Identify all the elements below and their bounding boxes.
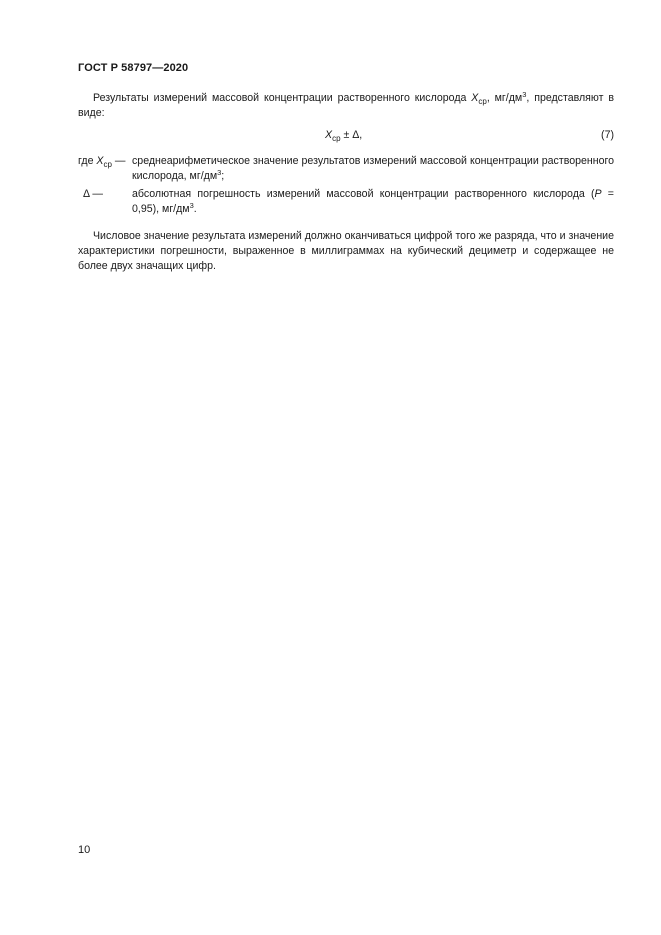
definition-item (78, 187, 614, 217)
formula-line (78, 128, 614, 144)
definition-desc-superscript: 3 (217, 168, 222, 177)
paragraph-results (78, 91, 614, 121)
definition-desc-mid: = 0,95), мг/дм (132, 188, 614, 215)
definition-prefix: где (78, 155, 97, 167)
definition-desc-variable: P (594, 188, 602, 200)
definition-desc-text: среднеарифметическое значение результатов измерений массовой концентрации растворенного кислорода, мг/дм (132, 155, 614, 182)
formula-variable-subscript: ср (332, 134, 341, 143)
definition-description (132, 154, 614, 184)
definition-description (132, 187, 614, 217)
formula-variable: X (325, 129, 333, 141)
formula-expression (325, 128, 362, 143)
formula-number: (7) (601, 129, 614, 141)
para1-unit-superscript: 3 (522, 90, 527, 99)
document-header: ГОСТ Р 58797—2020 (78, 62, 189, 74)
page-number: 10 (78, 844, 91, 856)
definition-item (78, 154, 614, 184)
definition-term: Δ — (83, 188, 104, 200)
definition-desc-end: ; (221, 170, 225, 182)
definition-term (78, 154, 125, 169)
definition-variable: X (96, 155, 104, 167)
formula-tail: ± Δ, (340, 129, 363, 141)
para1-text-after: , представляют в виде: (78, 92, 614, 119)
definition-desc-text: абсолютная погрешность измерений массовой концентрации растворенного кислорода ( (132, 188, 595, 200)
definitions-list (78, 154, 614, 220)
definition-desc-superscript: 3 (189, 201, 194, 210)
definition-desc-end: . (193, 203, 197, 215)
paragraph-rounding-rule: Числовое значение результата измерений должно оканчиваться цифрой того же разряда, что и значение характеристики погрешности, выраженное в миллиграммах на кубический дециметр и содержащее не более двух значащих цифр. (78, 230, 614, 272)
definition-dash: — (111, 155, 126, 167)
para1-unit-text: , мг/дм (486, 92, 523, 104)
definition-variable-subscript: ср (103, 160, 112, 169)
para1-variable: X (471, 92, 479, 104)
para1-text-before: Результаты измерений массовой концентрации растворенного кислорода (93, 92, 472, 104)
para1-variable-subscript: ср (478, 97, 487, 106)
